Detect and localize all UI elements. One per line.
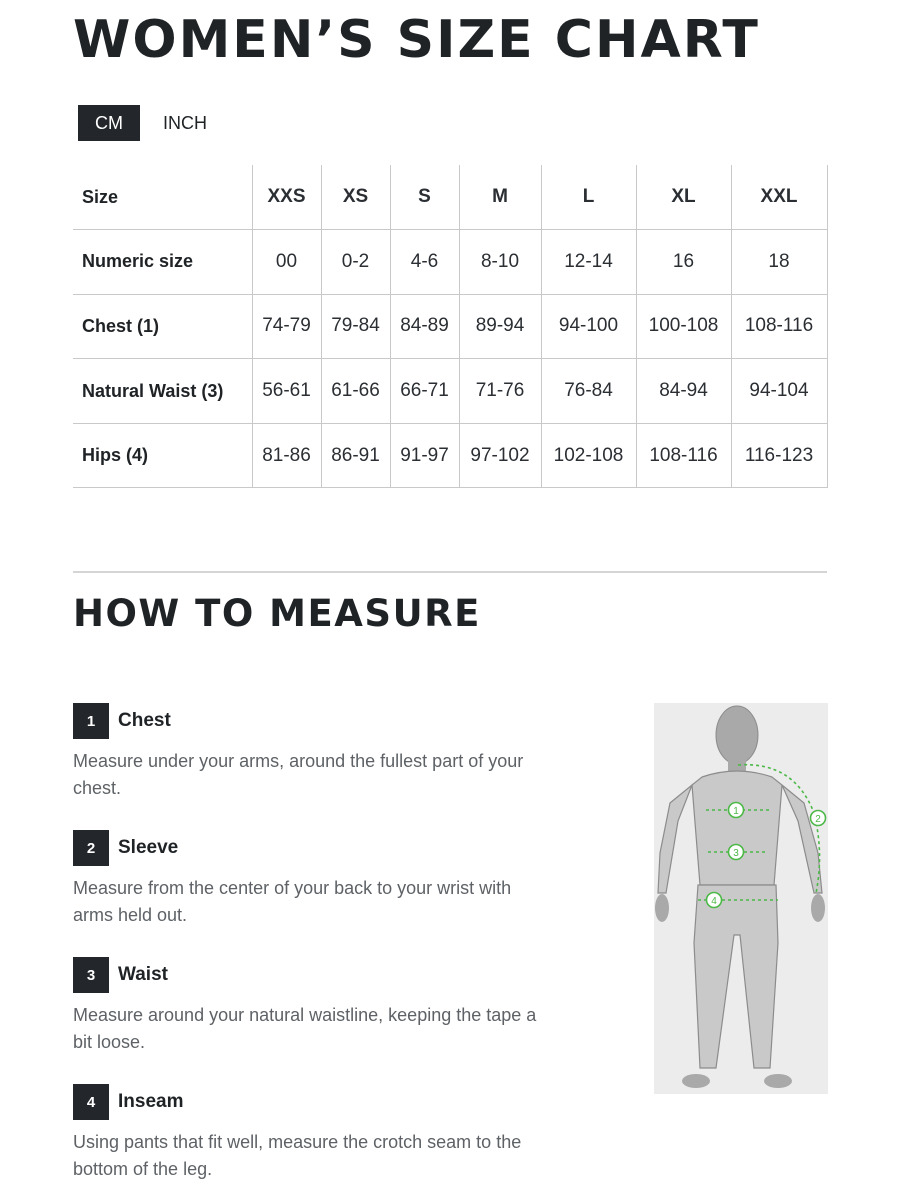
- table-cell: 71-76: [459, 359, 541, 424]
- table-cell: 12-14: [541, 230, 636, 295]
- table-row-label: Numeric size: [73, 230, 252, 295]
- measurement-marker-1: [729, 803, 744, 818]
- size-table: [73, 165, 828, 488]
- table-cell: 0-2: [321, 230, 390, 295]
- table-row-label: Hips (4): [73, 423, 252, 488]
- table-row: [73, 423, 827, 488]
- size-header-cell: M: [459, 165, 541, 230]
- measurement-marker-3: [729, 845, 744, 860]
- table-row-label: Size: [73, 165, 252, 230]
- table-row-label: Natural Waist (3): [73, 359, 252, 424]
- measure-label: Sleeve: [118, 837, 179, 858]
- table-cell: 79-84: [321, 294, 390, 359]
- page-title: WOMEN’S SIZE CHART: [73, 10, 760, 70]
- table-cell: 84-94: [636, 359, 731, 424]
- table-cell: 8-10: [459, 230, 541, 295]
- table-cell: 97-102: [459, 423, 541, 488]
- table-cell: 94-104: [731, 359, 827, 424]
- table-cell: 76-84: [541, 359, 636, 424]
- table-cell: 89-94: [459, 294, 541, 359]
- step-number-badge: 3: [73, 957, 109, 993]
- table-cell: 84-89: [390, 294, 459, 359]
- size-header-cell: XXS: [252, 165, 321, 230]
- measure-item-inseam: [73, 1084, 543, 1183]
- measure-label: Inseam: [118, 1091, 184, 1112]
- table-cell: 102-108: [541, 423, 636, 488]
- table-row-label: Chest (1): [73, 294, 252, 359]
- size-header-cell: L: [541, 165, 636, 230]
- table-cell: 81-86: [252, 423, 321, 488]
- table-cell: 108-116: [636, 423, 731, 488]
- svg-text:2: 2: [815, 814, 821, 825]
- body-silhouette-icon: [654, 703, 828, 1094]
- step-number-badge: 4: [73, 1084, 109, 1120]
- svg-text:1: 1: [733, 806, 739, 817]
- section-divider: [73, 571, 827, 573]
- unit-cm-button[interactable]: CM: [78, 105, 140, 141]
- measure-description: Measure around your natural waistline, keeping the tape a bit loose.: [73, 1005, 537, 1052]
- table-cell: 18: [731, 230, 827, 295]
- size-header-cell: XL: [636, 165, 731, 230]
- size-header-cell: XXL: [731, 165, 827, 230]
- table-cell: 74-79: [252, 294, 321, 359]
- table-row: [73, 230, 827, 295]
- step-number-badge: 1: [73, 703, 109, 739]
- table-row: [73, 359, 827, 424]
- table-cell: 91-97: [390, 423, 459, 488]
- measure-item-sleeve: [73, 830, 543, 929]
- step-number-badge: 2: [73, 830, 109, 866]
- svg-text:4: 4: [711, 896, 717, 907]
- table-cell: 86-91: [321, 423, 390, 488]
- measure-item-chest: [73, 703, 543, 802]
- how-to-measure-title: HOW TO MEASURE: [73, 592, 481, 635]
- measure-description: Using pants that fit well, measure the crotch seam to the bottom of the leg.: [73, 1132, 522, 1179]
- table-cell: 116-123: [731, 423, 827, 488]
- table-row: [73, 294, 827, 359]
- measurement-marker-2: [811, 811, 826, 826]
- table-cell: 4-6: [390, 230, 459, 295]
- table-cell: 16: [636, 230, 731, 295]
- table-cell: 00: [252, 230, 321, 295]
- size-header-cell: S: [390, 165, 459, 230]
- unit-inch-button[interactable]: INCH: [163, 112, 207, 133]
- measure-label: Chest: [118, 710, 171, 731]
- table-cell: 61-66: [321, 359, 390, 424]
- body-measurement-figure: [654, 703, 828, 1094]
- measure-label: Waist: [118, 964, 168, 985]
- measure-description: Measure from the center of your back to your wrist with arms held out.: [73, 878, 512, 925]
- svg-text:3: 3: [733, 848, 739, 859]
- size-header-cell: XS: [321, 165, 390, 230]
- measure-item-waist: [73, 957, 543, 1056]
- table-cell: 100-108: [636, 294, 731, 359]
- measurement-marker-4: [707, 893, 722, 908]
- table-cell: 66-71: [390, 359, 459, 424]
- table-cell: 56-61: [252, 359, 321, 424]
- table-cell: 94-100: [541, 294, 636, 359]
- measure-description: Measure under your arms, around the fullest part of your chest.: [73, 751, 524, 798]
- table-header-row: [73, 165, 827, 230]
- table-cell: 108-116: [731, 294, 827, 359]
- unit-toggle: [78, 105, 230, 141]
